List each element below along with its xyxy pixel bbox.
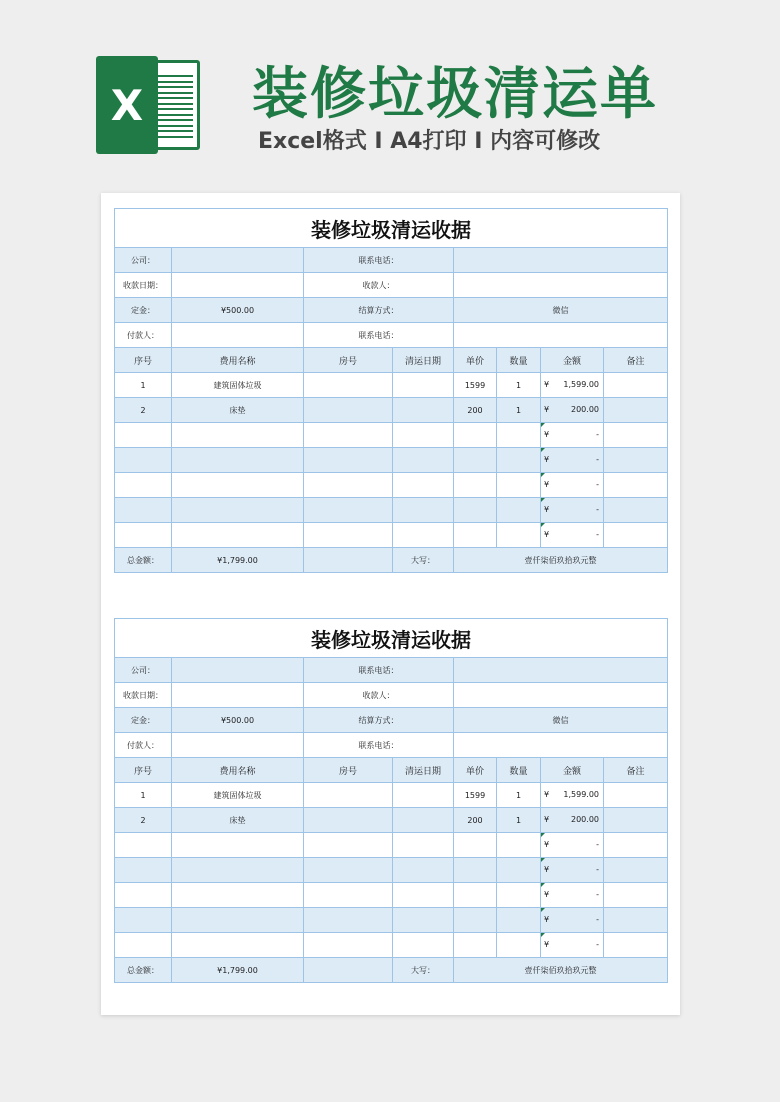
row-note[interactable]	[604, 933, 668, 958]
amount-value: -	[596, 455, 599, 464]
row-qty[interactable]	[497, 473, 541, 498]
row-note[interactable]	[604, 523, 668, 548]
row-price[interactable]	[454, 858, 497, 883]
amount-value: -	[596, 890, 599, 899]
table-row	[115, 883, 668, 908]
row-no[interactable]	[115, 883, 172, 908]
row-price[interactable]	[454, 833, 497, 858]
table-row	[115, 473, 668, 498]
page-header	[0, 0, 780, 190]
row-amount[interactable]	[541, 423, 604, 448]
currency-symbol: ¥	[544, 840, 550, 849]
row-fee-name[interactable]	[172, 858, 304, 883]
column-header: 金额	[541, 348, 604, 373]
row-fee-name[interactable]: 床垫	[172, 808, 304, 833]
row-amount[interactable]	[541, 498, 604, 523]
excel-logo-icon	[96, 56, 204, 154]
row-date[interactable]	[393, 933, 454, 958]
row-room[interactable]	[304, 398, 393, 423]
row-date[interactable]	[393, 908, 454, 933]
phone-value[interactable]	[454, 658, 668, 683]
row-date[interactable]	[393, 808, 454, 833]
row-amount[interactable]	[541, 473, 604, 498]
table-row	[115, 423, 668, 448]
row-price[interactable]	[454, 883, 497, 908]
row-no[interactable]	[115, 473, 172, 498]
currency-symbol: ¥	[544, 405, 550, 414]
row-room[interactable]	[304, 808, 393, 833]
deposit-value[interactable]: ¥500.00	[172, 298, 304, 323]
amount-value: 200.00	[571, 405, 599, 414]
row-qty[interactable]	[497, 423, 541, 448]
row-qty[interactable]	[497, 883, 541, 908]
row-fee-name[interactable]	[172, 883, 304, 908]
row-qty[interactable]	[497, 858, 541, 883]
row-note[interactable]	[604, 833, 668, 858]
payer-label: 付款人：	[115, 733, 172, 758]
currency-symbol: ¥	[544, 505, 550, 514]
amount-value: -	[596, 915, 599, 924]
row-room[interactable]	[304, 423, 393, 448]
currency-symbol: ¥	[544, 915, 550, 924]
column-header: 序号	[115, 758, 172, 783]
row-note[interactable]	[604, 783, 668, 808]
main-title: 装修垃圾清运单	[252, 62, 658, 127]
row-price[interactable]	[454, 448, 497, 473]
row-fee-name[interactable]	[172, 833, 304, 858]
date-label: 收款日期：	[115, 273, 172, 298]
row-fee-name[interactable]	[172, 523, 304, 548]
row-no[interactable]: 1	[115, 373, 172, 398]
table-row	[115, 933, 668, 958]
table-row	[115, 448, 668, 473]
table-row	[115, 808, 668, 833]
row-fee-name[interactable]	[172, 473, 304, 498]
row-no[interactable]	[115, 423, 172, 448]
row-qty[interactable]: 1	[497, 808, 541, 833]
settle-value[interactable]: 微信	[454, 708, 668, 733]
table-row	[115, 858, 668, 883]
row-fee-name[interactable]: 建筑固体垃圾	[172, 373, 304, 398]
row-date[interactable]	[393, 523, 454, 548]
amount-value: -	[596, 865, 599, 874]
currency-symbol: ¥	[544, 430, 550, 439]
row-no[interactable]	[115, 933, 172, 958]
table-row	[115, 398, 668, 423]
receipt-form	[114, 618, 667, 983]
row-amount[interactable]	[541, 883, 604, 908]
row-date[interactable]	[393, 833, 454, 858]
row-fee-name[interactable]	[172, 498, 304, 523]
row-price[interactable]	[454, 423, 497, 448]
row-date[interactable]	[393, 423, 454, 448]
currency-symbol: ¥	[544, 380, 550, 389]
row-note[interactable]	[604, 448, 668, 473]
row-room[interactable]	[304, 473, 393, 498]
row-price[interactable]	[454, 523, 497, 548]
payer-phone-value[interactable]	[454, 733, 668, 758]
row-room[interactable]	[304, 498, 393, 523]
row-note[interactable]	[604, 808, 668, 833]
row-note[interactable]	[604, 473, 668, 498]
total-label: 总金额：	[115, 958, 172, 983]
row-room[interactable]	[304, 833, 393, 858]
row-price[interactable]	[454, 473, 497, 498]
row-no[interactable]: 1	[115, 783, 172, 808]
row-note[interactable]	[604, 373, 668, 398]
row-room[interactable]	[304, 933, 393, 958]
row-fee-name[interactable]	[172, 933, 304, 958]
total-label: 总金额：	[115, 548, 172, 573]
row-amount[interactable]	[541, 398, 604, 423]
phone-value[interactable]	[454, 248, 668, 273]
column-header: 备注	[604, 348, 668, 373]
row-qty[interactable]	[497, 448, 541, 473]
currency-symbol: ¥	[544, 890, 550, 899]
receipt-table	[114, 208, 668, 573]
row-amount[interactable]	[541, 808, 604, 833]
row-fee-name[interactable]	[172, 423, 304, 448]
column-header-row	[115, 348, 668, 373]
row-date[interactable]	[393, 373, 454, 398]
row-no[interactable]	[115, 523, 172, 548]
deposit-label: 定金：	[115, 298, 172, 323]
document-page	[101, 193, 680, 1015]
row-note[interactable]	[604, 398, 668, 423]
row-room[interactable]	[304, 523, 393, 548]
company-label: 公司：	[115, 658, 172, 683]
row-no[interactable]: 2	[115, 808, 172, 833]
payer-value[interactable]	[172, 323, 304, 348]
date-value[interactable]	[172, 273, 304, 298]
row-room[interactable]	[304, 883, 393, 908]
currency-symbol: ¥	[544, 815, 550, 824]
row-price[interactable]	[454, 498, 497, 523]
total-spacer	[304, 548, 393, 573]
payer-label: 付款人：	[115, 323, 172, 348]
row-qty[interactable]	[497, 523, 541, 548]
row-note[interactable]	[604, 883, 668, 908]
row-qty[interactable]: 1	[497, 373, 541, 398]
date-label: 收款日期：	[115, 683, 172, 708]
row-amount[interactable]	[541, 833, 604, 858]
column-header: 单价	[454, 758, 497, 783]
company-label: 公司：	[115, 248, 172, 273]
total-value[interactable]: ¥1,799.00	[172, 958, 304, 983]
date-value[interactable]	[172, 683, 304, 708]
caps-label: 大写：	[393, 548, 454, 573]
column-header: 备注	[604, 758, 668, 783]
currency-symbol: ¥	[544, 455, 550, 464]
row-amount[interactable]	[541, 373, 604, 398]
payee-value[interactable]	[454, 273, 668, 298]
row-room[interactable]	[304, 448, 393, 473]
row-note[interactable]	[604, 423, 668, 448]
excel-logo-letter: X	[96, 56, 158, 154]
currency-symbol: ¥	[544, 480, 550, 489]
row-no[interactable]	[115, 498, 172, 523]
column-header: 清运日期	[393, 348, 454, 373]
row-amount[interactable]	[541, 448, 604, 473]
company-value[interactable]	[172, 248, 304, 273]
row-fee-name[interactable]	[172, 448, 304, 473]
column-header: 房号	[304, 758, 393, 783]
row-room[interactable]	[304, 908, 393, 933]
row-amount[interactable]	[541, 933, 604, 958]
row-note[interactable]	[604, 858, 668, 883]
row-date[interactable]	[393, 783, 454, 808]
deposit-label: 定金：	[115, 708, 172, 733]
caps-value[interactable]: 壹仟柒佰玖拾玖元整	[454, 548, 668, 573]
column-header-row	[115, 758, 668, 783]
row-date[interactable]	[393, 398, 454, 423]
row-room[interactable]	[304, 783, 393, 808]
column-header: 单价	[454, 348, 497, 373]
payee-value[interactable]	[454, 683, 668, 708]
row-price[interactable]: 1599	[454, 373, 497, 398]
subtitle: Excel格式 I A4打印 I 内容可修改	[258, 129, 601, 154]
currency-symbol: ¥	[544, 790, 550, 799]
row-no[interactable]	[115, 833, 172, 858]
row-price[interactable]: 1599	[454, 783, 497, 808]
settle-value[interactable]: 微信	[454, 298, 668, 323]
amount-value: -	[596, 840, 599, 849]
row-note[interactable]	[604, 908, 668, 933]
payer-phone-value[interactable]	[454, 323, 668, 348]
row-amount[interactable]	[541, 908, 604, 933]
amount-value: -	[596, 530, 599, 539]
column-header: 费用名称	[172, 758, 304, 783]
total-value[interactable]: ¥1,799.00	[172, 548, 304, 573]
table-row	[115, 373, 668, 398]
row-room[interactable]	[304, 373, 393, 398]
row-qty[interactable]: 1	[497, 783, 541, 808]
row-price[interactable]: 200	[454, 398, 497, 423]
table-row	[115, 908, 668, 933]
payer-value[interactable]	[172, 733, 304, 758]
row-no[interactable]: 2	[115, 398, 172, 423]
payee-label: 收款人：	[304, 683, 454, 708]
column-header: 数量	[497, 348, 541, 373]
row-price[interactable]	[454, 933, 497, 958]
amount-value: -	[596, 430, 599, 439]
row-no[interactable]	[115, 858, 172, 883]
row-date[interactable]	[393, 498, 454, 523]
column-header: 金额	[541, 758, 604, 783]
row-no[interactable]	[115, 908, 172, 933]
row-date[interactable]	[393, 473, 454, 498]
table-row	[115, 523, 668, 548]
column-header: 费用名称	[172, 348, 304, 373]
currency-symbol: ¥	[544, 530, 550, 539]
row-date[interactable]	[393, 858, 454, 883]
amount-value: 200.00	[571, 815, 599, 824]
receipt-title: 装修垃圾清运收据	[115, 619, 668, 658]
receipt-table	[114, 618, 668, 983]
row-qty[interactable]: 1	[497, 398, 541, 423]
table-row	[115, 833, 668, 858]
receipt-form	[114, 208, 667, 573]
row-qty[interactable]	[497, 933, 541, 958]
row-qty[interactable]	[497, 833, 541, 858]
caps-label: 大写：	[393, 958, 454, 983]
phone-label: 联系电话：	[304, 248, 454, 273]
amount-value: -	[596, 940, 599, 949]
total-spacer	[304, 958, 393, 983]
deposit-value[interactable]: ¥500.00	[172, 708, 304, 733]
row-amount[interactable]	[541, 858, 604, 883]
row-amount[interactable]	[541, 523, 604, 548]
caps-value[interactable]: 壹仟柒佰玖拾玖元整	[454, 958, 668, 983]
payer-phone-label: 联系电话：	[304, 733, 454, 758]
phone-label: 联系电话：	[304, 658, 454, 683]
receipt-title: 装修垃圾清运收据	[115, 209, 668, 248]
row-qty[interactable]	[497, 498, 541, 523]
column-header: 清运日期	[393, 758, 454, 783]
row-price[interactable]: 200	[454, 808, 497, 833]
payer-phone-label: 联系电话：	[304, 323, 454, 348]
column-header: 房号	[304, 348, 393, 373]
row-note[interactable]	[604, 498, 668, 523]
row-room[interactable]	[304, 858, 393, 883]
column-header: 序号	[115, 348, 172, 373]
amount-value: 1,599.00	[563, 790, 599, 799]
row-qty[interactable]	[497, 908, 541, 933]
settle-label: 结算方式：	[304, 708, 454, 733]
company-value[interactable]	[172, 658, 304, 683]
row-no[interactable]	[115, 448, 172, 473]
row-amount[interactable]	[541, 783, 604, 808]
row-date[interactable]	[393, 448, 454, 473]
row-fee-name[interactable]: 建筑固体垃圾	[172, 783, 304, 808]
table-row	[115, 783, 668, 808]
table-row	[115, 498, 668, 523]
row-fee-name[interactable]	[172, 908, 304, 933]
amount-value: 1,599.00	[563, 380, 599, 389]
amount-value: -	[596, 505, 599, 514]
row-price[interactable]	[454, 908, 497, 933]
currency-symbol: ¥	[544, 940, 550, 949]
row-date[interactable]	[393, 883, 454, 908]
amount-value: -	[596, 480, 599, 489]
row-fee-name[interactable]: 床垫	[172, 398, 304, 423]
column-header: 数量	[497, 758, 541, 783]
payee-label: 收款人：	[304, 273, 454, 298]
settle-label: 结算方式：	[304, 298, 454, 323]
currency-symbol: ¥	[544, 865, 550, 874]
